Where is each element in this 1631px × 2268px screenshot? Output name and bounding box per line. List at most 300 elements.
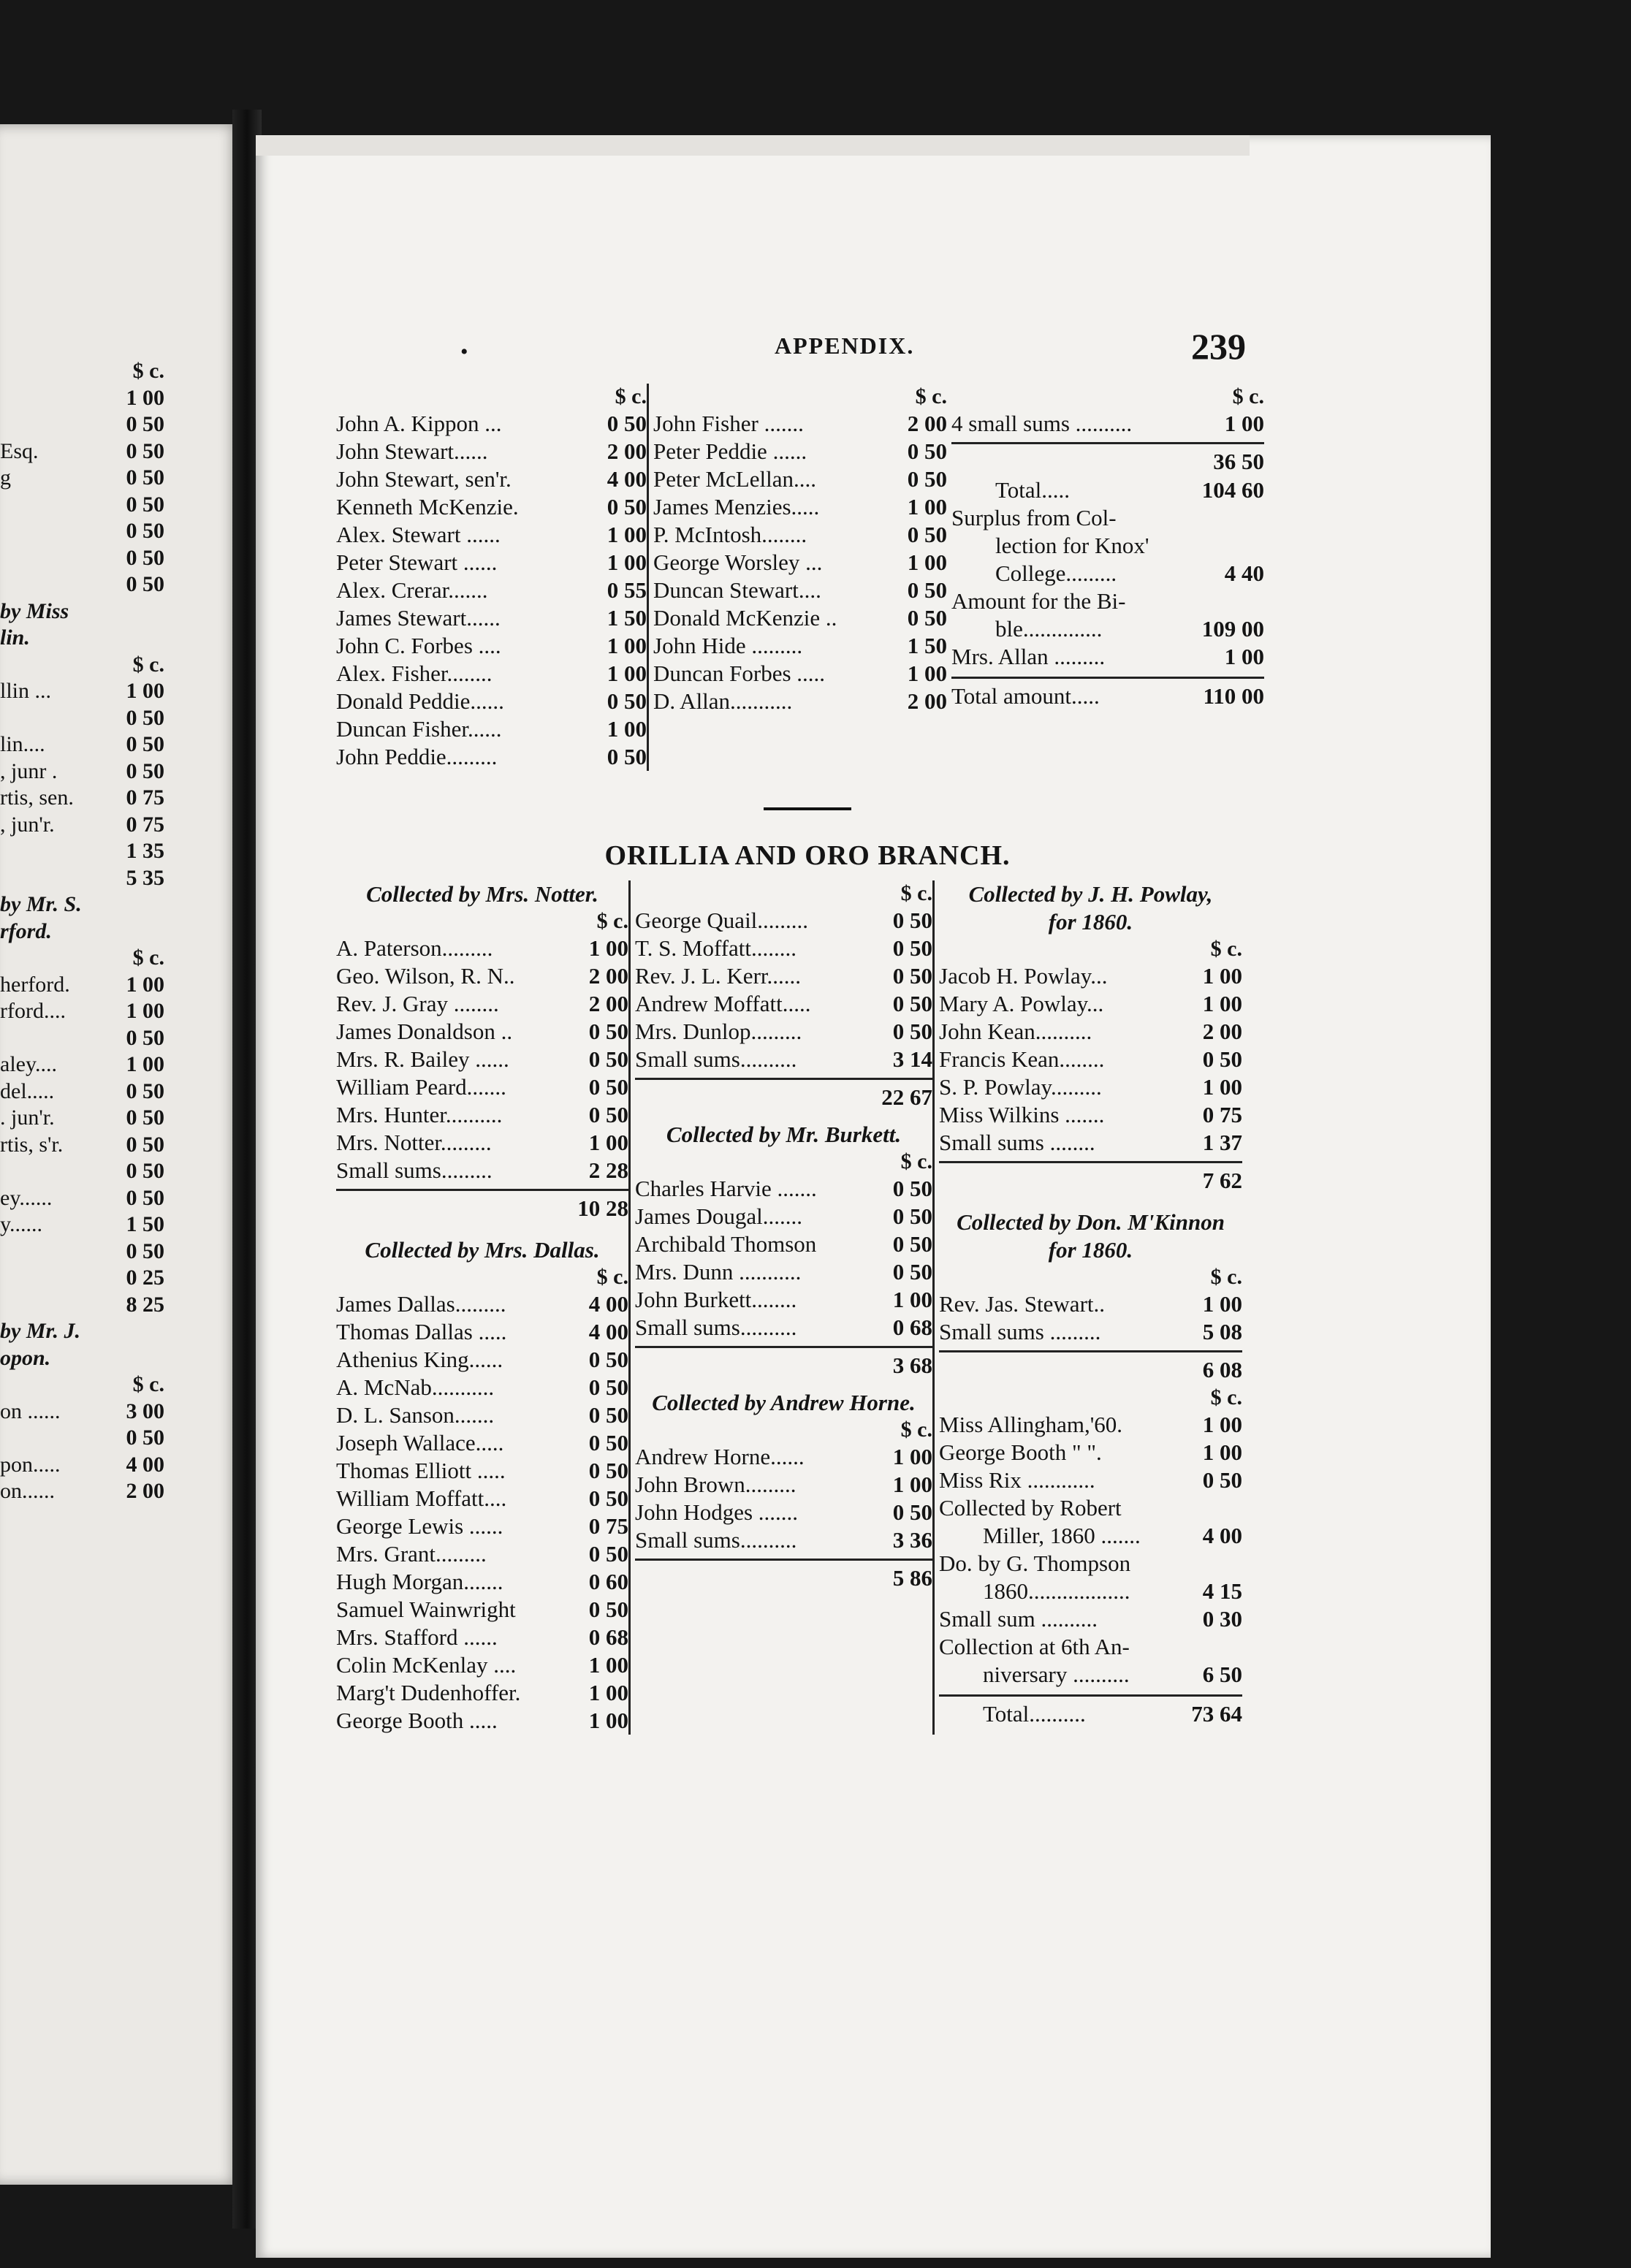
entry-amount: 1 00 (1202, 1074, 1242, 1100)
collector-heading-line: for 1860. (1048, 1237, 1133, 1263)
entry-amount: 0 50 (892, 1499, 932, 1525)
entry-name: Peter Peddie ...... (653, 438, 807, 464)
entry-list (336, 410, 647, 771)
orillia-column-2 (628, 880, 932, 1735)
subtotal: 22 67 (635, 1078, 932, 1112)
entry-row (939, 1411, 1242, 1439)
collector-heading: Collected by Mrs. Notter. (366, 881, 598, 907)
entry-name: Hugh Morgan....... (336, 1569, 503, 1594)
fragment-row (0, 625, 164, 652)
fragment-row (0, 945, 164, 972)
entry-row (336, 549, 647, 576)
entry-row (336, 1512, 628, 1540)
entry-amount: 0 50 (892, 963, 932, 989)
fragment-value: 1 50 (126, 1212, 164, 1236)
entry-row (336, 1018, 628, 1046)
entry-name: Small sums.......... (635, 1046, 797, 1072)
entry-amount: 0 68 (588, 1624, 628, 1650)
entry-name: Jacob H. Powlay... (939, 963, 1108, 989)
entry-row (939, 1101, 1242, 1129)
fragment-label: on...... (0, 1479, 55, 1503)
label-line: Surplus from Col- (951, 505, 1117, 530)
fragment-value: 3 00 (126, 1399, 164, 1423)
entry-name: Francis Kean........ (939, 1046, 1105, 1072)
fragment-value: $ c. (132, 1372, 164, 1396)
surplus-line (951, 560, 1264, 587)
entry-amount: 1 00 (1224, 644, 1264, 669)
entry-list (635, 1443, 932, 1554)
entry-row (336, 935, 628, 962)
entry-name: Mrs. Notter......... (336, 1130, 492, 1155)
fragment-row (0, 1185, 164, 1212)
entry-row (336, 604, 647, 632)
fragment-row (0, 1211, 164, 1238)
fragment-value: 5 35 (126, 865, 164, 890)
entry-row (336, 1101, 628, 1129)
fragment-row (0, 438, 164, 465)
entry-row (635, 1471, 932, 1499)
entry-name: Mrs. Grant......... (336, 1541, 487, 1567)
entry-name: John Hodges ....... (635, 1499, 799, 1525)
thompson-line (939, 1578, 1242, 1605)
entry-row (653, 549, 947, 576)
entry-amount: 0 50 (892, 1019, 932, 1044)
entry-row (939, 962, 1242, 990)
entry-amount: 0 50 (892, 1259, 932, 1285)
orillia-column-3 (932, 880, 1242, 1735)
entry-name: John Fisher ....... (653, 411, 804, 436)
entry-row (336, 1485, 628, 1512)
entry-name: Archibald Thomson (635, 1231, 817, 1257)
fragment-row (0, 1238, 164, 1266)
collector-heading (939, 880, 1242, 936)
entry-row (336, 743, 647, 771)
entry-row (336, 521, 647, 549)
entry-name: John Brown......... (635, 1472, 797, 1497)
entry-amount: 1 50 (607, 605, 647, 631)
fragment-value: 1 00 (126, 999, 164, 1023)
entry-row (336, 1540, 628, 1568)
fragment-label: del..... (0, 1078, 55, 1103)
entry-name: Total..... (995, 477, 1071, 503)
entry-amount: 0 50 (607, 494, 647, 520)
top-column-1 (336, 384, 647, 771)
fragment-row (0, 1318, 164, 1345)
fragment-label: ey...... (0, 1185, 53, 1210)
entry-row (336, 1457, 628, 1485)
entry-amount: 1 37 (1202, 1130, 1242, 1155)
entry-amount: 0 50 (892, 907, 932, 933)
entry-name: James Dougal....... (635, 1203, 803, 1229)
single-entry (939, 1605, 1242, 1633)
entry-name: James Dallas......... (336, 1291, 506, 1317)
entry-amount: 0 55 (607, 577, 647, 603)
entry-row (653, 688, 947, 715)
entry-amount: 1 00 (907, 549, 947, 575)
dollar-header: $ c. (615, 384, 647, 408)
subtotal: 36 50 (951, 442, 1264, 476)
entry-amount: 4 00 (607, 466, 647, 492)
fragment-value: 0 50 (126, 1132, 164, 1157)
fragment-value: $ c. (132, 359, 164, 383)
entry-name: 1860.................. (983, 1578, 1130, 1604)
entry-name: Small sums......... (336, 1157, 493, 1183)
entry-amount: 0 50 (907, 577, 947, 603)
subtotal: 3 68 (635, 1346, 932, 1380)
entry-amount: 1 00 (1202, 1439, 1242, 1465)
entry-list (939, 962, 1242, 1157)
entry-amount: 4 00 (588, 1319, 628, 1344)
entry-name: James Menzies..... (653, 494, 820, 520)
fragment-row (0, 812, 164, 839)
entry-row (336, 1429, 628, 1457)
fragment-row (0, 998, 164, 1025)
entry-amount: 1 00 (892, 1472, 932, 1497)
entry-name: James Stewart...... (336, 605, 501, 631)
entry-name: A. Paterson......... (336, 935, 493, 961)
fragment-row (0, 1399, 164, 1426)
fragment-value: 1 00 (126, 385, 164, 410)
fragment-value: 0 75 (126, 812, 164, 837)
entry-name: S. P. Powlay......... (939, 1074, 1102, 1100)
entry-amount: 0 50 (892, 1231, 932, 1257)
entry-row (336, 1401, 628, 1429)
entry-amount: 0 50 (588, 1597, 628, 1622)
fragment-row (0, 1345, 164, 1372)
fragment-label: on ...... (0, 1399, 61, 1423)
fragment-label: by Mr. S. (0, 892, 82, 916)
entry-row (635, 1046, 932, 1073)
top-subscription-block (336, 384, 1279, 771)
fragment-label: aley.... (0, 1052, 58, 1076)
left-page-lines (0, 358, 164, 1505)
entry-name: P. McIntosh........ (653, 522, 807, 547)
entry-row (336, 1679, 628, 1707)
page-content (336, 318, 1279, 1735)
entry-row (939, 1073, 1242, 1101)
fragment-value: 0 50 (126, 1185, 164, 1210)
fragment-value: 4 00 (126, 1452, 164, 1477)
fragment-row (0, 1425, 164, 1452)
entry-amount: 0 50 (907, 466, 947, 492)
fragment-value: $ c. (132, 652, 164, 677)
entry-name: James Donaldson .. (336, 1019, 513, 1044)
fragment-row (0, 385, 164, 412)
entry-amount: 0 50 (907, 605, 947, 631)
entry-row (336, 1346, 628, 1374)
total-amount-value: 110 00 (1203, 683, 1264, 709)
entry-name: Miss Wilkins ....... (939, 1102, 1105, 1127)
subtotal: 6 08 (939, 1350, 1242, 1385)
entry-row (653, 632, 947, 660)
entry-row (336, 660, 647, 688)
entry-name: William Moffatt.... (336, 1485, 507, 1511)
fragment-row (0, 358, 164, 385)
fragment-value: 0 50 (126, 732, 164, 756)
entry-amount: 0 50 (588, 1485, 628, 1511)
entry-row (336, 465, 647, 493)
fragment-value: 0 50 (126, 519, 164, 543)
dollar-header: $ c. (1210, 937, 1242, 961)
collector-heading-line: for 1860. (1048, 909, 1133, 935)
entry-row (939, 990, 1242, 1018)
fragment-row (0, 1132, 164, 1159)
entry-row (939, 1046, 1242, 1073)
top-column-2 (647, 384, 947, 771)
single-entry (951, 410, 1264, 438)
entry-amount: 6 50 (1202, 1662, 1242, 1687)
fragment-row (0, 545, 164, 572)
fragment-value: 0 25 (126, 1266, 164, 1290)
fragment-label: g (0, 465, 11, 490)
entry-name: John Peddie......... (336, 744, 498, 769)
entry-amount: 0 50 (907, 522, 947, 547)
entry-row (336, 1290, 628, 1318)
fragment-label: . jun'r. (0, 1106, 55, 1130)
page-top-edge (256, 135, 1250, 156)
fragment-row (0, 1051, 164, 1078)
entry-name: Mrs. Dunn ........... (635, 1259, 802, 1285)
fragment-row (0, 465, 164, 492)
fragment-row (0, 518, 164, 545)
entry-name: Mary A. Powlay... (939, 991, 1104, 1016)
entry-amount: 4 00 (588, 1291, 628, 1317)
entry-amount: 0 50 (892, 991, 932, 1016)
entry-row (635, 935, 932, 962)
fragment-row (0, 918, 164, 945)
fragment-value: 0 50 (126, 572, 164, 596)
entry-amount: 0 75 (588, 1513, 628, 1539)
entry-row (635, 1314, 932, 1342)
entry-amount: 5 08 (1202, 1319, 1242, 1344)
running-head (336, 318, 1279, 384)
entry-name: Thomas Dallas ..... (336, 1319, 507, 1344)
entry-name: Small sum .......... (939, 1606, 1098, 1632)
entry-row (336, 1046, 628, 1073)
entry-list (635, 907, 932, 1073)
fragment-row (0, 731, 164, 758)
single-entry (951, 643, 1264, 671)
entry-name: John A. Kippon ... (336, 411, 502, 436)
fragment-label: , jun'r. (0, 812, 55, 837)
entry-row (653, 493, 947, 521)
entry-name: Donald Peddie...... (336, 688, 504, 714)
fragment-value: 0 50 (126, 1159, 164, 1183)
running-head-title: APPENDIX. (775, 332, 915, 359)
entry-row (635, 1443, 932, 1471)
entry-name: D. Allan........... (653, 688, 793, 714)
ornament-dot: • (460, 340, 468, 364)
entry-amount: 0 50 (588, 1019, 628, 1044)
label-line: Do. by G. Thompson (939, 1550, 1131, 1576)
entry-amount: 104 60 (1201, 477, 1264, 503)
entry-name: George Lewis ...... (336, 1513, 503, 1539)
entry-amount: 1 00 (1202, 991, 1242, 1016)
fragment-label: llin ... (0, 679, 52, 703)
entry-name: 4 small sums .......... (951, 411, 1133, 436)
entry-amount: 0 50 (588, 1402, 628, 1428)
entry-amount: 0 50 (892, 1176, 932, 1201)
entry-name: Alex. Stewart ...... (336, 522, 501, 547)
fragment-value: 0 50 (126, 465, 164, 490)
entry-row (336, 1318, 628, 1346)
fragment-row (0, 838, 164, 865)
entry-name: Mrs. Dunlop......... (635, 1019, 802, 1044)
left-page-fragment (0, 124, 241, 2185)
entry-row (336, 1596, 628, 1624)
subtotal: 7 62 (939, 1161, 1242, 1195)
entry-name: Andrew Horne...... (635, 1444, 805, 1469)
multiline-label (951, 504, 1264, 560)
entry-name: Alex. Crerar....... (336, 577, 488, 603)
fragment-row (0, 571, 164, 598)
entry-name: Kenneth McKenzie. (336, 494, 519, 520)
entry-name: George Booth " ". (939, 1439, 1102, 1465)
fragment-value: 0 50 (126, 492, 164, 517)
entry-amount: 1 00 (607, 522, 647, 547)
label-line: lection for Knox' (995, 533, 1149, 558)
entry-amount: 0 50 (1202, 1467, 1242, 1493)
entry-name: George Booth ..... (336, 1708, 498, 1733)
entry-name: D. L. Sanson....... (336, 1402, 495, 1428)
entry-amount: 0 50 (588, 1430, 628, 1455)
entry-name: niversary .......... (983, 1662, 1130, 1687)
fragment-value: 2 00 (126, 1479, 164, 1503)
entry-amount: 3 36 (892, 1527, 932, 1553)
entry-row (336, 438, 647, 465)
section-title (336, 840, 1279, 872)
fragment-label: by Miss (0, 598, 69, 623)
entry-name: Rev. J. Gray ........ (336, 991, 499, 1016)
fragment-label: lin. (0, 625, 30, 650)
entry-row (336, 1157, 628, 1184)
entry-name: Peter Stewart ...... (336, 549, 498, 575)
multiline-label (951, 587, 1264, 615)
fragment-value: 1 35 (126, 839, 164, 863)
entry-row (336, 1568, 628, 1596)
multiline-label (939, 1550, 1242, 1578)
dollar-header: $ c. (1232, 384, 1264, 408)
entry-name: Duncan Fisher...... (336, 716, 502, 742)
entry-name: Colin McKenlay .... (336, 1652, 517, 1678)
entry-amount: 1 00 (588, 1708, 628, 1733)
fragment-value: 8 25 (126, 1292, 164, 1317)
entry-name: Rev. Jas. Stewart.. (939, 1291, 1106, 1317)
fragment-value: 0 50 (126, 1025, 164, 1050)
entry-row (635, 1286, 932, 1314)
entry-amount: 0 50 (588, 1102, 628, 1127)
entry-amount: 0 50 (607, 411, 647, 436)
entry-amount: 0 50 (607, 688, 647, 714)
entry-amount: 1 00 (907, 494, 947, 520)
label-line: Amount for the Bi- (951, 588, 1126, 614)
entry-name: Duncan Forbes ..... (653, 661, 826, 686)
entry-name: Samuel Wainwright (336, 1597, 516, 1622)
entry-row (939, 1129, 1242, 1157)
fragment-row (0, 705, 164, 732)
subtotal: 5 86 (635, 1559, 932, 1593)
entry-amount: 3 14 (892, 1046, 932, 1072)
entry-amount: 1 00 (607, 549, 647, 575)
entry-amount: 1 00 (1202, 1412, 1242, 1437)
entry-amount: 0 50 (588, 1074, 628, 1100)
entry-name: William Peard....... (336, 1074, 506, 1100)
entry-amount: 1 00 (1224, 411, 1264, 436)
entry-row (939, 1018, 1242, 1046)
entry-name: Duncan Stewart.... (653, 577, 821, 603)
fragment-row (0, 411, 164, 438)
entry-name: Mrs. Hunter.......... (336, 1102, 503, 1127)
entry-amount: 0 50 (907, 438, 947, 464)
anniversary-line (939, 1661, 1242, 1689)
multiline-label (939, 1494, 1242, 1522)
collector-heading (939, 1209, 1242, 1264)
fragment-row (0, 1158, 164, 1185)
section-title-text: ORILLIA AND ORO BRANCH. (604, 840, 1011, 871)
entry-row (336, 715, 647, 743)
entry-amount: 0 50 (892, 935, 932, 961)
section-divider (764, 807, 851, 810)
entry-amount: 0 30 (1202, 1606, 1242, 1632)
entry-row (336, 493, 647, 521)
entry-name: John Stewart...... (336, 438, 488, 464)
fragment-value: $ c. (132, 945, 164, 970)
entry-amount: 0 50 (588, 1046, 628, 1072)
entry-name: Charles Harvie ....... (635, 1176, 817, 1201)
entry-name: Marg't Dudenhoffer. (336, 1680, 521, 1705)
entry-name: Small sums ........ (939, 1130, 1095, 1155)
fragment-row (0, 1452, 164, 1479)
entry-amount: 1 00 (607, 661, 647, 686)
total-value: 73 64 (1191, 1701, 1242, 1727)
orillia-subscription-block (336, 880, 1279, 1735)
book-page (256, 135, 1491, 2258)
entry-amount: 1 00 (892, 1444, 932, 1469)
fragment-label: rford. (0, 918, 52, 943)
entry-amount: 1 00 (1202, 1291, 1242, 1317)
dollar-header: $ c. (1210, 1385, 1242, 1409)
entry-name: John Stewart, sen'r. (336, 466, 512, 492)
entry-name: George Worsley ... (653, 549, 823, 575)
fragment-row (0, 598, 164, 625)
multiline-label (939, 1633, 1242, 1661)
entry-name: George Quail......... (635, 907, 809, 933)
entry-amount: 0 50 (588, 1458, 628, 1483)
entry-amount: 2 00 (907, 411, 947, 436)
entry-list (939, 1411, 1242, 1494)
fragment-label: , junr . (0, 758, 58, 783)
fragment-label: rtis, s'r. (0, 1132, 64, 1157)
entry-amount: 0 50 (1202, 1046, 1242, 1072)
miller-line (939, 1522, 1242, 1550)
collector-heading: Collected by Mr. Burkett. (666, 1122, 902, 1147)
entry-amount: 1 00 (892, 1287, 932, 1312)
fragment-row (0, 758, 164, 785)
top-column-3 (947, 384, 1264, 771)
entry-name: Andrew Moffatt..... (635, 991, 811, 1016)
entry-row (939, 1290, 1242, 1318)
entry-amount: 1 00 (607, 716, 647, 742)
entry-name: John C. Forbes .... (336, 633, 501, 658)
entry-name: A. McNab........... (336, 1374, 495, 1400)
dollar-header: $ c. (900, 1149, 932, 1173)
entry-row (336, 1073, 628, 1101)
entry-list (653, 410, 947, 715)
entry-name: College......... (995, 560, 1117, 586)
entry-row (939, 1318, 1242, 1346)
entry-name: ble.............. (995, 616, 1103, 642)
entry-row (653, 438, 947, 465)
